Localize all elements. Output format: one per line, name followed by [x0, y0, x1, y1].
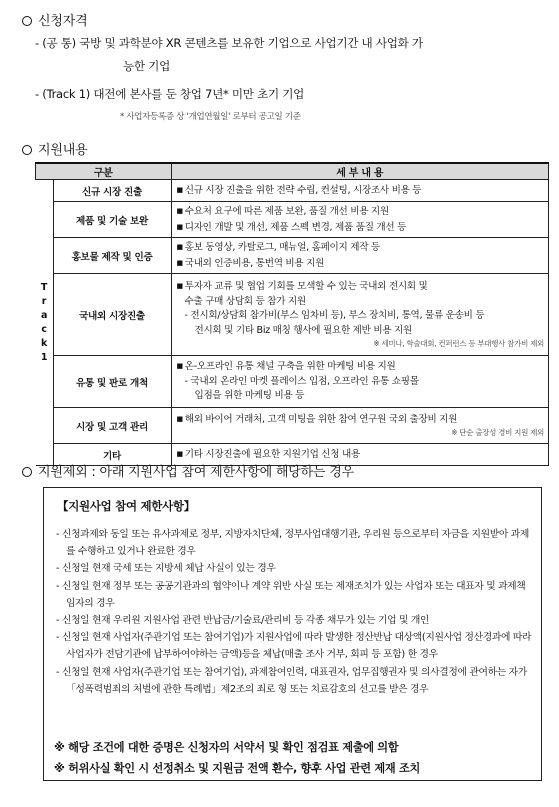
row-category: 국내외 시장진출 [53, 274, 171, 356]
exclusion-section-title: 지원제외 : 아래 지원사업 참여 제한사항에 해당하는 경우 [22, 461, 354, 480]
circle-bullet-icon [22, 16, 32, 26]
notice-proof: ※ 해당 조건에 대한 증명은 신청자의 서약서 및 확인 점검표 제출에 의함 [54, 741, 399, 754]
circle-bullet-icon [22, 145, 32, 155]
row-note: ※ 단순 출장성 경비 지원 제외 [451, 428, 544, 438]
header-detail: 세 부 내 용 [171, 163, 549, 180]
restriction-list [56, 526, 532, 698]
eligibility-item-common-cont: 능한 기업 [123, 59, 170, 73]
table-row [36, 238, 549, 274]
restriction-box [43, 487, 542, 781]
header-category: 구분 [36, 163, 172, 180]
row-category: 기타 [53, 444, 171, 466]
row-detail: ■ 수요처 요구에 따른 제품 보완, 품질 개선 비용 지원 ■ 디자인 개발 및 개선, 제품 스펙 변경, 제품 품질 개선 등 [171, 202, 549, 238]
row-detail: ■ 해외 바이어 거래처, 고객 미팅을 위한 참여 연구원 국외 출장비 지원 ※ 단순 출장성 경비 지원 제외 [171, 408, 549, 444]
table-row [36, 274, 549, 356]
list-item: - 신청일 현재 국세 또는 지방세 체납 사실이 있는 경우 [56, 560, 532, 577]
eligibility-item-track1: - (Track 1) 대전에 본사를 둔 창업 7년* 미만 초기 기업 [35, 87, 305, 101]
restriction-box-title: 【지원사업 참여 제한사항】 [57, 499, 195, 513]
row-detail: ■ 신규 시장 진출을 위한 전략 수립, 컨설팅, 시장조사 비용 등 [171, 180, 549, 202]
row-category: 신규 시장 진출 [53, 180, 171, 202]
support-section-title: 지원내용 [22, 139, 87, 158]
row-category: 시장 및 고객 관리 [53, 408, 171, 444]
list-item: - 신청과제와 동일 또는 유사과제로 정부, 지방자치단체, 정부사업대행기관, 우리원 등으로부터 자금을 지원받아 과제를 수행하고 있거나 완료한 경우 [56, 526, 532, 560]
row-category: 유통 및 판로 개척 [53, 356, 171, 408]
eligibility-note: * 사업자등록증 상 '개업연월일' 로부터 공고일 기준 [120, 112, 301, 122]
table-row [36, 408, 549, 444]
row-category: 홍보물 제작 및 인증 [53, 238, 171, 274]
list-item: - 신청일 현재 우리원 지원사업 관련 반납금/기술료/관리비 등 각종 채무가 있는 기업 및 개인 [56, 612, 532, 629]
list-item: - 신청일 현재 사업자(주관기업 또는 참여기업), 과제참여인력, 대표권자, 업무집행권자 및 의사결정에 관여하는 자가 「성폭력범죄의 처벌에 관한 특례법」제2조의 죄로 형 또는 치료감호의 선고를 받은 경우 [56, 664, 532, 698]
support-table [35, 162, 549, 466]
row-detail: ■ 홍보 동영상, 카탈로그, 매뉴얼, 홈페이지 제작 등 ■ 국내외 인증비용, 통번역 비용 지원 [171, 238, 549, 274]
table-row [36, 202, 549, 238]
eligibility-section-title: 신청자격 [22, 10, 87, 29]
table-row [36, 356, 549, 408]
row-detail: ■ 기타 시장진출에 필요한 지원기업 신청 내용 [171, 444, 549, 466]
notice-penalty: ※ 허위사실 확인 시 선정취소 및 지원금 전액 환수, 향후 사업 관련 제재 조치 [54, 762, 420, 775]
eligibility-item-common: - (공 통) 국방 및 과학분야 XR 콘텐츠를 보유한 기업으로 사업기간 내 사업화 가 [35, 36, 423, 50]
row-note: ※ 세미나, 학술대회, 컨퍼런스 등 부대행사 참가비 제외 [373, 339, 544, 348]
table-row [36, 180, 549, 202]
list-item: - 신청일 현재 사업자(주관기업 또는 참여기업)가 지원사업에 따라 발생한 정산반납 대상액(지원사업 정산경과에 따라 사업자가 전담기관에 납부하여야하는 금액)등을 체납(매출 조사 거부, 회피 등 포함) 한 경우 [56, 629, 532, 663]
track-label: T r a c k 1 [36, 180, 54, 466]
row-category: 제품 및 기술 보완 [53, 202, 171, 238]
row-detail: ■ 온-오프라인 유통 채널 구축을 위한 마케팅 비용 지원 - 국내외 온라인 마켓 플레이스 입점, 오프라인 유통 쇼핑몰 입점을 위한 마케팅 비용 등 [171, 356, 549, 408]
list-item: - 신청일 현재 정부 또는 공공기관과의 협약이나 계약 위반 사실 또는 제재조치가 있는 사업자 또는 대표자 및 과제책임자의 경우 [56, 578, 532, 612]
row-detail: ■ 투자자 교류 및 협업 기회를 모색할 수 있는 국내외 전시회 및 수출 구매 상담회 등 참가 지원 - 전시회/상담회 참가비(부스 임차비 등), 부스 장치비, 통역, 물류 운송비 등 전시회 및 기타 Biz 매칭 행사에 필요한 제반 비용 지원 ※ 세미나, 학술대회, 컨퍼런스 등 부대행사 참가비 제외 [171, 274, 549, 356]
circle-bullet-icon [22, 467, 32, 477]
